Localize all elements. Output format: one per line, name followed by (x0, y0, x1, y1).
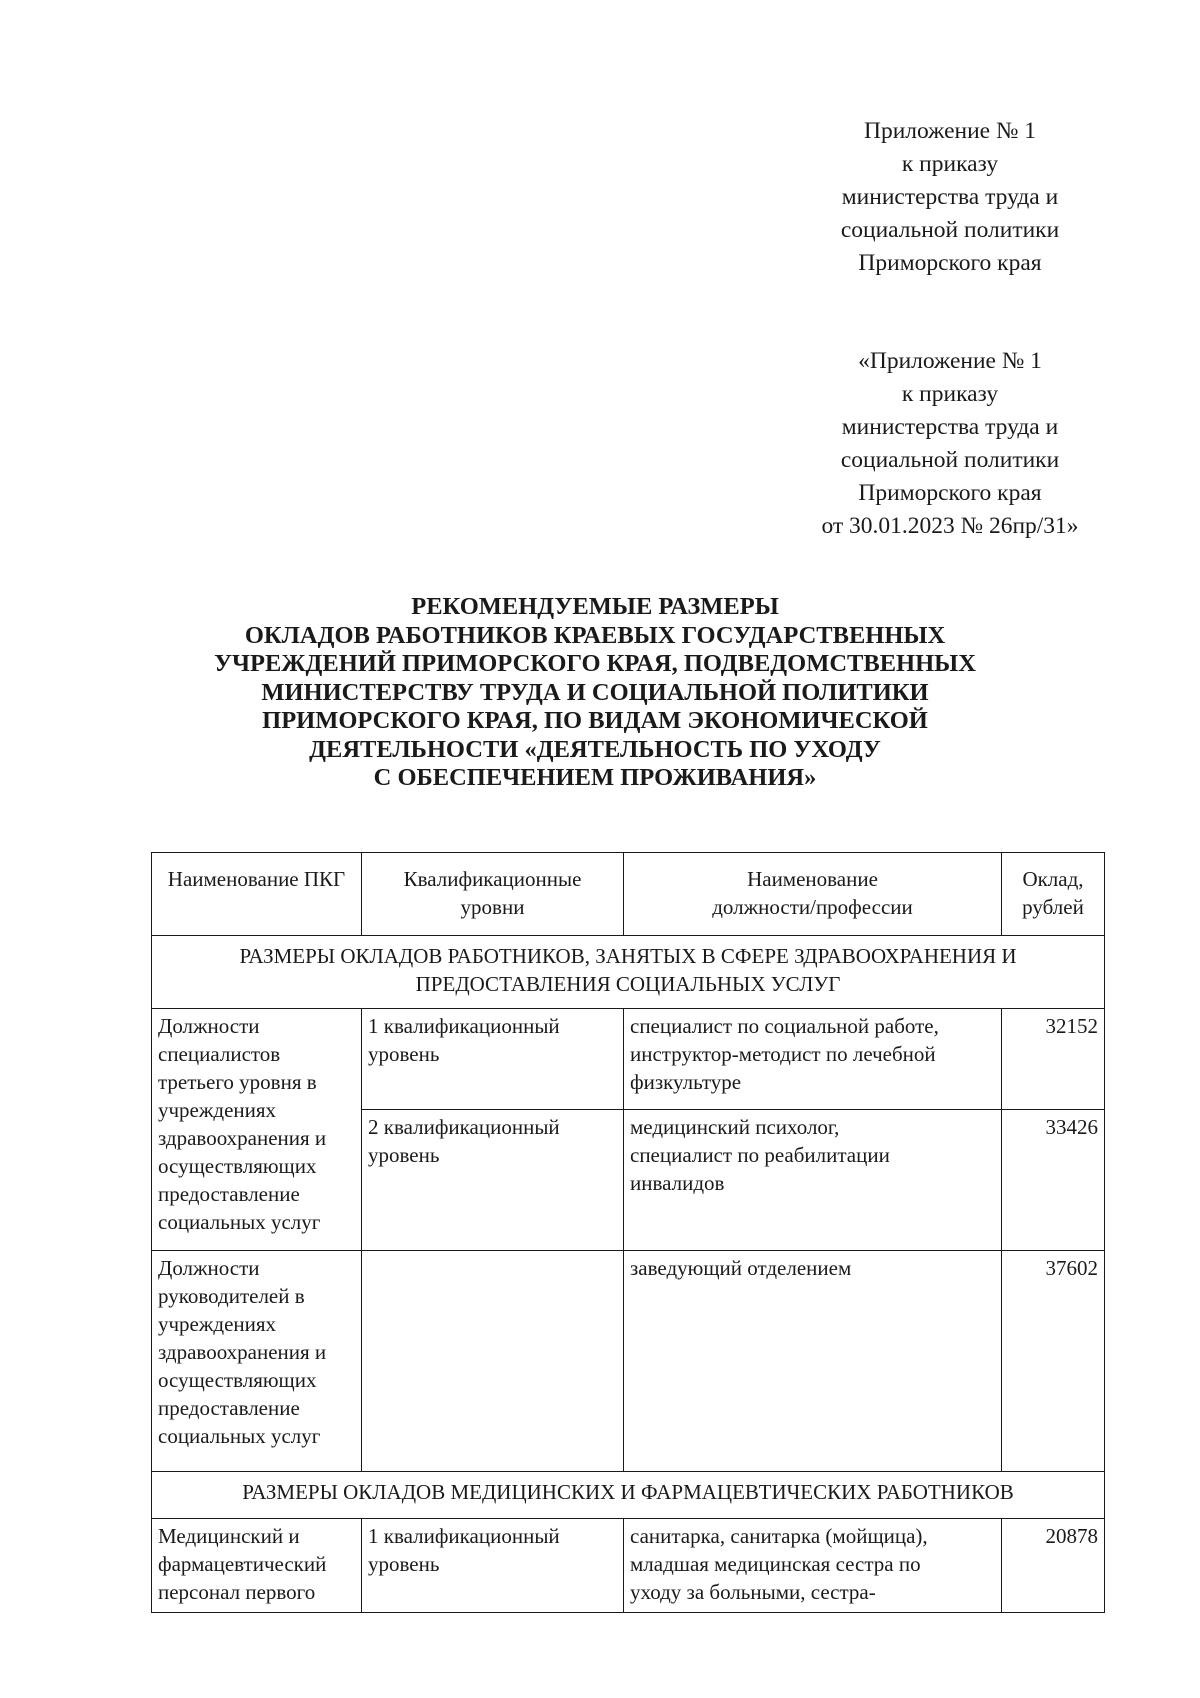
appendix-line: от 30.01.2023 № 26пр/31» (821, 513, 1079, 539)
title-line: ДЕЯТЕЛЬНОСТИ «ДЕЯТЕЛЬНОСТЬ ПО УХОДУ (309, 735, 881, 763)
appendix-line: к приказу (901, 151, 999, 177)
salary-cell (1002, 1519, 1105, 1613)
level-line: уровень (368, 1552, 440, 1576)
salary-table (151, 852, 1105, 1613)
title-line: МИНИСТЕРСТВУ ТРУДА И СОЦИАЛЬНОЙ ПОЛИТИКИ (261, 678, 929, 706)
pkg-line: третьего уровня в (158, 1070, 317, 1094)
salary-value: 32152 (1045, 1014, 1098, 1038)
pkg-cell (152, 1251, 362, 1472)
header-salary (1002, 853, 1105, 936)
position-value: заведующий отделением (630, 1256, 852, 1280)
table-row (152, 1009, 1105, 1110)
title-line: С ОБЕСПЕЧЕНИЕМ ПРОЖИВАНИЯ» (373, 764, 817, 791)
position-cell (624, 1110, 1002, 1251)
level-cell (362, 1110, 624, 1251)
position-line: инструктор-методист по лечебной (630, 1042, 936, 1066)
header-position (624, 853, 1002, 936)
salary-value: 37602 (1045, 1256, 1098, 1280)
pkg-line: социальных услуг (158, 1424, 321, 1448)
title-line: ОКЛАДОВ РАБОТНИКОВ КРАЕВЫХ ГОСУДАРСТВЕННЫХ (244, 621, 946, 649)
pkg-line: персонал первого (158, 1580, 316, 1604)
pkg-line: предоставление (158, 1396, 300, 1420)
level-value (368, 1251, 617, 1254)
position-line: медицинский психолог, (630, 1115, 840, 1139)
pkg-line: руководителей в (158, 1284, 305, 1308)
header-line: уровни (460, 895, 525, 919)
salary-value: 33426 (1045, 1115, 1098, 1139)
pkg-cell (152, 1519, 362, 1613)
appendix-line: «Приложение № 1 (858, 348, 1042, 374)
pkg-line: здравоохранения и (158, 1126, 327, 1150)
header-line: должности/профессии (712, 895, 913, 919)
appendix-line: Приморского края (858, 480, 1042, 506)
section-line: РАЗМЕРЫ ОКЛАДОВ РАБОТНИКОВ, ЗАНЯТЫХ В СФЕРЕ ЗДРАВООХРАНЕНИЯ И (239, 944, 1017, 968)
pkg-line: специалистов (158, 1042, 281, 1066)
pkg-line: фармацевтический (158, 1552, 327, 1576)
appendix-line: Приложение № 1 (863, 118, 1037, 144)
position-line: инвалидов (630, 1171, 725, 1195)
level-line: уровень (368, 1143, 440, 1167)
pkg-cell (152, 1009, 362, 1251)
pkg-line: Медицинский и (158, 1524, 300, 1548)
section-line: РАЗМЕРЫ ОКЛАДОВ МЕДИЦИНСКИХ И ФАРМАЦЕВТИЧЕСКИХ РАБОТНИКОВ (242, 1480, 1014, 1504)
level-cell (362, 1009, 624, 1110)
pkg-line: осуществляющих (158, 1154, 317, 1178)
quoted-appendix (760, 345, 1140, 543)
level-cell (362, 1519, 624, 1613)
appendix-line: Приморского края (858, 250, 1042, 276)
header-levels (362, 853, 624, 936)
section-heading-healthcare (152, 936, 1105, 1009)
position-line: специалист по социальной работе, (630, 1014, 939, 1038)
position-cell (624, 1009, 1002, 1110)
position-line: младшая медицинская сестра по (630, 1552, 921, 1576)
position-line: санитарка, санитарка (мойщица), (630, 1524, 928, 1548)
header-line: Наименование (747, 867, 878, 891)
salary-cell (1002, 1251, 1105, 1472)
level-line: уровень (368, 1042, 440, 1066)
header-pkg-label: Наименование ПКГ (167, 867, 346, 891)
header-line: рублей (1022, 895, 1084, 919)
title-line: РЕКОМЕНДУЕМЫЕ РАЗМЕРЫ (411, 593, 779, 620)
position-line: специалист по реабилитации (630, 1143, 890, 1167)
appendix-line: социальной политики (840, 447, 1060, 473)
pkg-line: осуществляющих (158, 1368, 317, 1392)
pkg-line: предоставление (158, 1182, 300, 1206)
salary-value: 20878 (1045, 1524, 1098, 1548)
salary-cell (1002, 1009, 1105, 1110)
section-line: ПРЕДОСТАВЛЕНИЯ СОЦИАЛЬНЫХ УСЛУГ (415, 972, 841, 996)
pkg-line: социальных услуг (158, 1210, 321, 1234)
pkg-line: здравоохранения и (158, 1340, 327, 1364)
level-line: 1 квалификационный (368, 1014, 560, 1038)
section-row (152, 1472, 1105, 1519)
position-cell (624, 1251, 1002, 1472)
document-title (120, 593, 1070, 793)
pkg-line: Должности (158, 1256, 260, 1280)
appendix-line: социальной политики (840, 217, 1060, 243)
title-line: УЧРЕЖДЕНИЙ ПРИМОРСКОГО КРАЯ, ПОДВЕДОМСТВЕННЫХ (214, 650, 976, 677)
level-cell (362, 1251, 624, 1472)
pkg-line: учреждениях (158, 1312, 277, 1336)
appendix-line: министерства труда и (841, 184, 1059, 210)
table-header-row (152, 853, 1105, 936)
table-row (152, 1251, 1105, 1472)
salary-cell (1002, 1110, 1105, 1251)
position-line: уходу за больными, сестра- (630, 1580, 876, 1604)
header-pkg (152, 853, 362, 936)
level-line: 2 квалификационный (368, 1115, 560, 1139)
appendix-header (760, 115, 1140, 280)
section-row (152, 936, 1105, 1009)
header-line: Оклад, (1022, 867, 1084, 891)
title-line: ПРИМОРСКОГО КРАЯ, ПО ВИДАМ ЭКОНОМИЧЕСКОЙ (262, 707, 928, 734)
pkg-line: Должности (158, 1014, 260, 1038)
section-heading-medical (152, 1472, 1105, 1519)
header-line: Квалификационные (403, 867, 582, 891)
table-row (152, 1519, 1105, 1613)
position-line: физкультуре (630, 1070, 742, 1094)
pkg-line: учреждениях (158, 1098, 277, 1122)
appendix-line: министерства труда и (841, 414, 1059, 440)
level-line: 1 квалификационный (368, 1524, 560, 1548)
position-cell (624, 1519, 1002, 1613)
appendix-line: к приказу (901, 381, 999, 407)
